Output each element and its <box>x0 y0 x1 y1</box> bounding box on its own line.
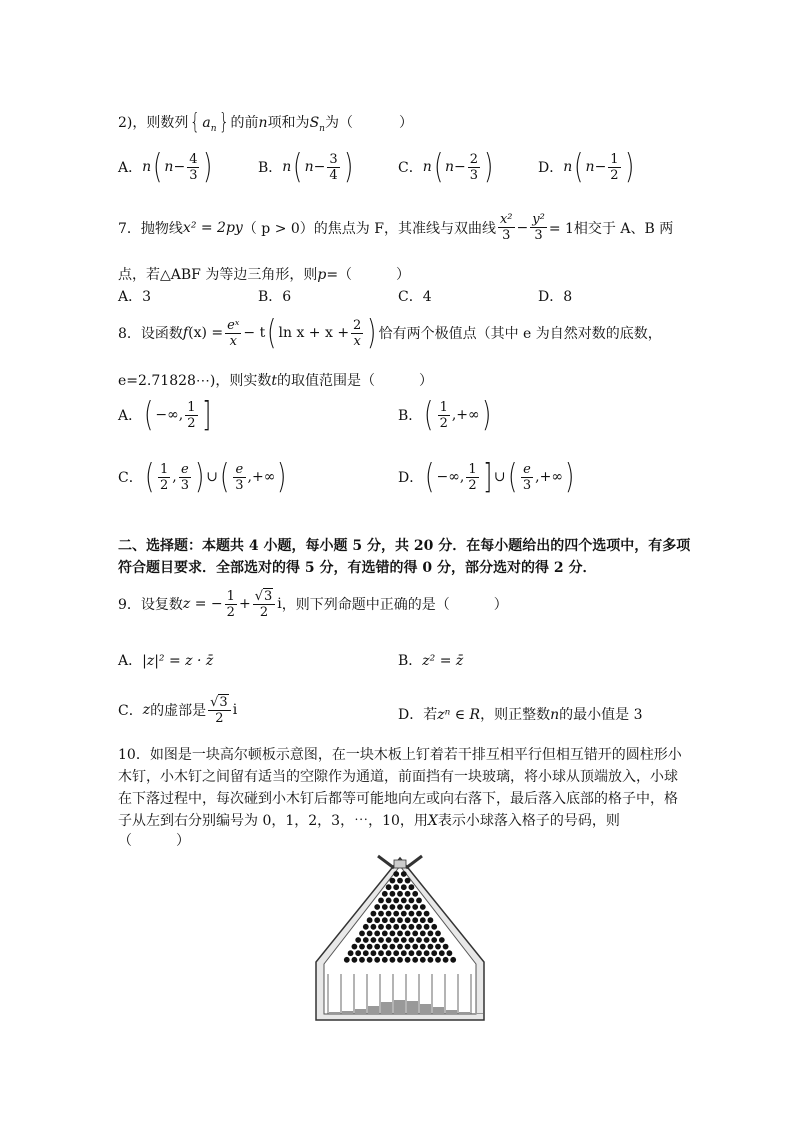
peg <box>386 898 392 904</box>
peg <box>359 944 365 950</box>
peg <box>416 937 422 943</box>
ball-pile <box>459 1012 470 1014</box>
peg <box>405 891 411 897</box>
ball-pile <box>394 1000 405 1014</box>
q9-option-a[interactable]: A．|z|² = z · z̄ <box>118 653 214 669</box>
peg <box>374 944 380 950</box>
q7-option-c[interactable]: C．4 <box>398 289 432 305</box>
q7-option-b[interactable]: B．6 <box>258 289 292 305</box>
q6-option-b[interactable]: B． n ( n − 3 4 ) <box>258 147 353 187</box>
ball-pile <box>433 1007 444 1014</box>
peg <box>397 878 403 884</box>
q6-option-a[interactable]: A． n ( n − 4 3 ) <box>118 147 213 187</box>
peg <box>420 944 426 950</box>
peg <box>397 917 403 923</box>
peg <box>390 944 396 950</box>
q6-option-c[interactable]: C． n ( n − 2 3 ) <box>398 147 494 187</box>
peg <box>363 937 369 943</box>
q9-option-c[interactable]: C． z 的虚部是 √3 2 i <box>118 695 238 726</box>
peg <box>382 891 388 897</box>
peg <box>374 957 380 963</box>
peg <box>416 924 422 930</box>
peg <box>382 957 388 963</box>
peg <box>378 898 384 904</box>
peg <box>405 904 411 910</box>
ball-pile <box>407 1001 418 1014</box>
q8-stem-line2: e=2.71828⋯)，则实数t的取值范围是（ ） <box>118 373 434 389</box>
peg <box>374 917 380 923</box>
peg <box>390 931 396 937</box>
ball-pile <box>381 1002 392 1014</box>
peg <box>424 937 430 943</box>
peg <box>371 911 377 917</box>
peg <box>378 950 384 956</box>
peg <box>412 904 418 910</box>
q10-stem-line4: 子从左到右分别编号为 0，1，2，3，⋯，10，用X表示小球落入格子的号码，则 <box>118 813 620 829</box>
peg <box>371 937 377 943</box>
peg <box>397 904 403 910</box>
q7-option-d[interactable]: D．8 <box>538 289 573 305</box>
galton-board-figure <box>308 852 492 1024</box>
peg <box>409 911 415 917</box>
peg <box>420 931 426 937</box>
peg <box>344 957 350 963</box>
q7-stem: 7．抛物线 x² = 2py （ p > 0）的焦点为 F，其准线与双曲线 x² 3 − $\frac{\text{y²}}{3}$ = 1相交于 A、B 两 <box>118 212 674 243</box>
peg <box>401 924 407 930</box>
peg <box>363 950 369 956</box>
peg <box>401 950 407 956</box>
peg <box>401 937 407 943</box>
ball-pile <box>446 1010 457 1014</box>
peg <box>359 931 365 937</box>
peg <box>420 917 426 923</box>
peg <box>405 931 411 937</box>
q9-option-b[interactable]: B．z² = z̄ <box>398 653 464 669</box>
peg <box>405 878 411 884</box>
peg <box>428 931 434 937</box>
peg <box>390 878 396 884</box>
peg <box>412 931 418 937</box>
q6-stem: 2)，则数列{ $a_n$} 的前n项和为$S_n$为（ ） <box>118 110 413 135</box>
peg <box>352 944 358 950</box>
peg <box>355 950 361 956</box>
peg <box>382 917 388 923</box>
q10-stem-line3: 在下落过程中，每次碰到小木钉后都等可能地向左或向右落下，最后落入底部的格子中，格 <box>118 791 678 807</box>
peg <box>412 917 418 923</box>
q8-option-d[interactable]: D． ( −∞, 1 2 ] ∪ ( e 3 ,+∞ ) <box>398 457 575 497</box>
peg <box>416 898 422 904</box>
peg <box>378 911 384 917</box>
section2-heading: 二、选择题：本题共 4 小题，每小题 5 分，共 20 分．在每小题给出的四个选项中，有多项 <box>118 538 691 554</box>
peg <box>397 931 403 937</box>
section2-instructions: 符合题目要求．全部选对的得 5 分，有选错的得 0 分，部分选对的得 2 分． <box>118 560 597 576</box>
peg <box>447 950 453 956</box>
peg <box>431 937 437 943</box>
peg <box>435 931 441 937</box>
q10-stem-line2: 木钉，小木钉之间留有适当的空隙作为通道，前面挡有一块玻璃，将小球从顶端放入，小球 <box>118 769 678 785</box>
peg <box>435 944 441 950</box>
peg <box>390 891 396 897</box>
peg <box>393 924 399 930</box>
peg <box>378 924 384 930</box>
q7-option-a[interactable]: A．3 <box>118 289 152 305</box>
peg <box>412 944 418 950</box>
peg <box>367 917 373 923</box>
peg <box>401 911 407 917</box>
peg <box>374 904 380 910</box>
peg <box>405 944 411 950</box>
peg <box>367 957 373 963</box>
peg <box>367 931 373 937</box>
peg <box>443 957 449 963</box>
peg <box>397 957 403 963</box>
peg <box>424 924 430 930</box>
peg <box>428 944 434 950</box>
peg <box>390 917 396 923</box>
peg <box>409 898 415 904</box>
peg <box>393 950 399 956</box>
peg <box>371 924 377 930</box>
peg <box>420 957 426 963</box>
peg <box>367 944 373 950</box>
ball-pile <box>355 1009 366 1014</box>
peg <box>382 904 388 910</box>
peg <box>405 957 411 963</box>
peg <box>424 911 430 917</box>
peg <box>397 891 403 897</box>
q8-stem: 8．设函数 f (x) = $\frac{\text{eˣ}}{x}$ − t ( ln x + x + $\frac{2}{x}$ ) 恰有两个极值点（其中 e 为自然对数的底数， <box>118 313 662 353</box>
q7-stem-line2: 点，若△ABF 为等边三角形，则p=（ ） <box>118 267 411 283</box>
ball-pile <box>420 1004 431 1014</box>
peg <box>378 937 384 943</box>
peg <box>393 898 399 904</box>
peg <box>386 911 392 917</box>
peg <box>428 917 434 923</box>
peg <box>428 957 434 963</box>
peg <box>393 937 399 943</box>
peg <box>382 944 388 950</box>
q6-option-d[interactable]: D． n ( n − 1 2 ) <box>538 147 634 187</box>
peg <box>393 884 399 890</box>
ball-pile <box>342 1011 353 1014</box>
peg <box>386 884 392 890</box>
peg <box>420 904 426 910</box>
galton-board <box>316 856 484 1020</box>
peg <box>386 950 392 956</box>
peg <box>409 937 415 943</box>
peg <box>409 884 415 890</box>
peg <box>371 950 377 956</box>
q8-option-b[interactable]: B． ( 1 2 ,+∞ ) <box>398 395 491 435</box>
peg <box>416 950 422 956</box>
q10-stem-line5: （ ） <box>118 833 190 849</box>
peg <box>386 924 392 930</box>
peg <box>363 924 369 930</box>
peg <box>401 884 407 890</box>
peg <box>450 957 456 963</box>
peg <box>401 898 407 904</box>
peg <box>355 937 361 943</box>
peg <box>424 950 430 956</box>
q8-option-c[interactable]: C． ( 1 2 , e 3 ) ∪ ( e 3 ,+∞ ) <box>118 457 287 497</box>
peg <box>443 944 449 950</box>
peg <box>348 950 354 956</box>
peg <box>397 944 403 950</box>
peg <box>412 957 418 963</box>
peg <box>431 924 437 930</box>
peg <box>439 950 445 956</box>
peg <box>393 871 399 877</box>
peg <box>409 950 415 956</box>
peg <box>439 937 445 943</box>
peg <box>412 891 418 897</box>
peg <box>435 957 441 963</box>
q10-stem-line1: 10．如图是一块高尔顿板示意图，在一块木板上钉着若干排互相平行但相互错开的圆柱形小 <box>118 747 682 763</box>
peg <box>359 957 365 963</box>
ball-pile <box>472 1013 483 1014</box>
q8-option-a[interactable]: A． ( −∞, 1 2 ] <box>118 395 211 435</box>
peg <box>374 931 380 937</box>
peg <box>386 937 392 943</box>
q9-stem: 9．设复数 z = − $\frac{1}{2}$ + $\frac{√3}{2}$ i ，则下列命题中正确的是（ ） <box>118 588 508 620</box>
peg <box>401 871 407 877</box>
peg <box>352 957 358 963</box>
peg <box>416 911 422 917</box>
ball-pile <box>368 1006 379 1014</box>
peg <box>390 904 396 910</box>
peg <box>393 911 399 917</box>
peg <box>409 924 415 930</box>
peg <box>405 917 411 923</box>
q9-option-d[interactable]: D．若zⁿ ∈ R，则正整数n的最小值是 3 <box>398 707 643 723</box>
peg <box>382 931 388 937</box>
peg <box>431 950 437 956</box>
peg <box>390 957 396 963</box>
ball-pile <box>329 1012 340 1014</box>
